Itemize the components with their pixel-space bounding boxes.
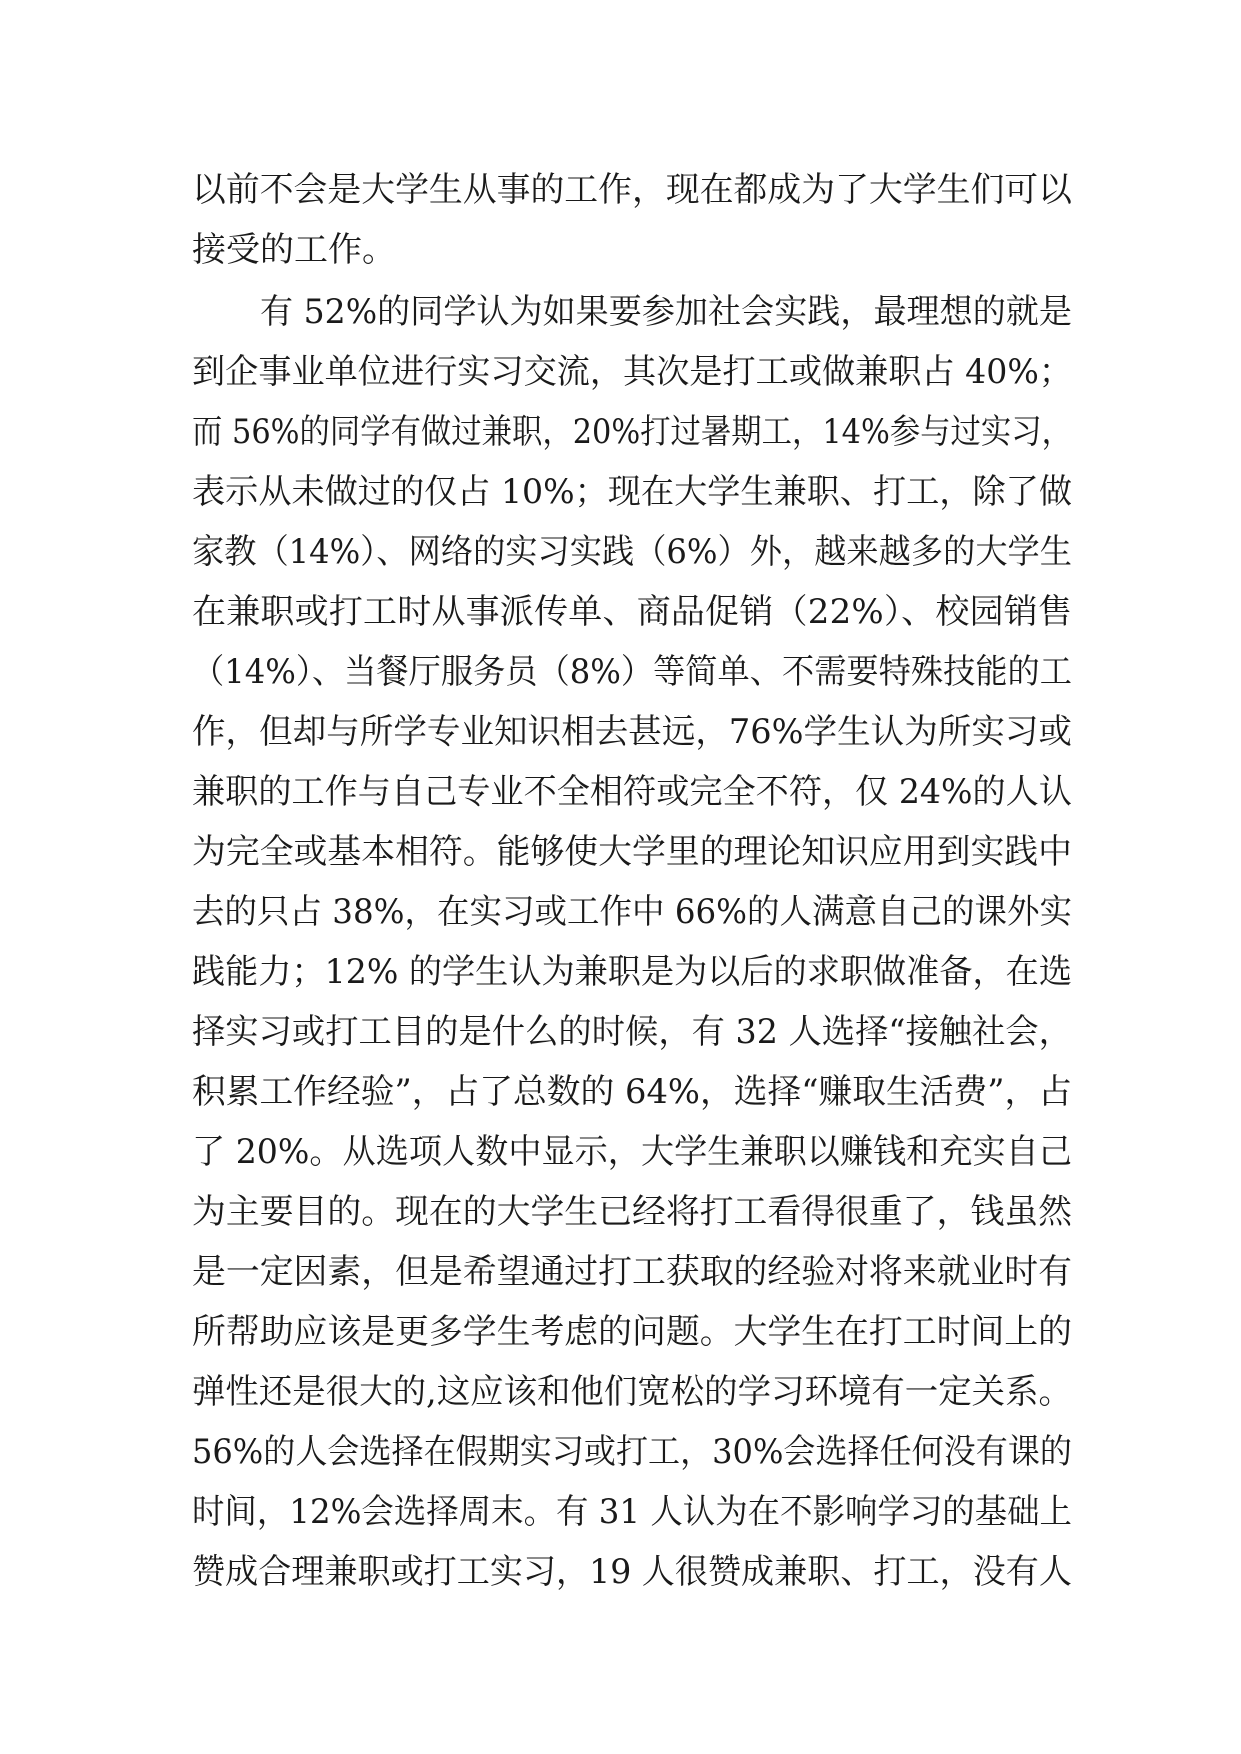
body-text [192,160,1072,1602]
text-line: 时间，12%会选择周末。有 31 人认为在不影响学习的基础上 [192,1492,1072,1532]
text-line: 家教（14%）、网络的实习实践（6%）外，越来越多的大学生 [192,532,1072,572]
text-line: 为完全或基本相符。能够使大学里的理论知识应用到实践中 [192,832,1072,872]
text-line: 是一定因素，但是希望通过打工获取的经验对将来就业时有 [192,1252,1072,1292]
text-line: 到企事业单位进行实习交流，其次是打工或做兼职占 40%； [192,352,1072,392]
text-line: 积累工作经验”，占了总数的 64%，选择“赚取生活费”，占 [192,1072,1072,1112]
text-line: 有 52%的同学认为如果要参加社会实践，最理想的就是 [260,292,1072,332]
text-line: 为主要目的。现在的大学生已经将打工看得很重了，钱虽然 [192,1192,1072,1232]
text-line: 表示从未做过的仅占 10%；现在大学生兼职、打工，除了做 [192,472,1072,512]
text-line: 了 20%。从选项人数中显示，大学生兼职以赚钱和充实自己 [192,1132,1072,1172]
text-line: 择实习或打工目的是什么的时候，有 32 人选择“接触社会， [192,1012,1072,1052]
text-line: 56%的人会选择在假期实习或打工，30%会选择任何没有课的 [192,1432,1072,1472]
text-line: 兼职的工作与自己专业不全相符或完全不符，仅 24%的人认 [192,772,1072,812]
text-line: 所帮助应该是更多学生考虑的问题。大学生在打工时间上的 [192,1312,1072,1352]
text-line: 去的只占 38%，在实习或工作中 66%的人满意自己的课外实 [192,892,1072,932]
text-line: 接受的工作。 [192,230,396,270]
text-line: 以前不会是大学生从事的工作，现在都成为了大学生们可以 [192,170,1072,210]
text-line: 赞成合理兼职或打工实习，19 人很赞成兼职、打工，没有人 [192,1552,1072,1592]
text-line: 作，但却与所学专业知识相去甚远，76%学生认为所实习或 [192,712,1072,752]
text-line: 在兼职或打工时从事派传单、商品促销（22%）、校园销售 [192,592,1073,632]
text-line: （14%）、当餐厅服务员（8%）等简单、不需要特殊技能的工 [192,652,1072,692]
text-line: 而 56%的同学有做过兼职，20%打过暑期工，14%参与过实习， [192,412,1072,452]
text-line: 践能力；12% 的学生认为兼职是为以后的求职做准备，在选 [192,952,1072,992]
text-line: 弹性还是很大的,这应该和他们宽松的学习环境有一定关系。 [192,1372,1072,1412]
